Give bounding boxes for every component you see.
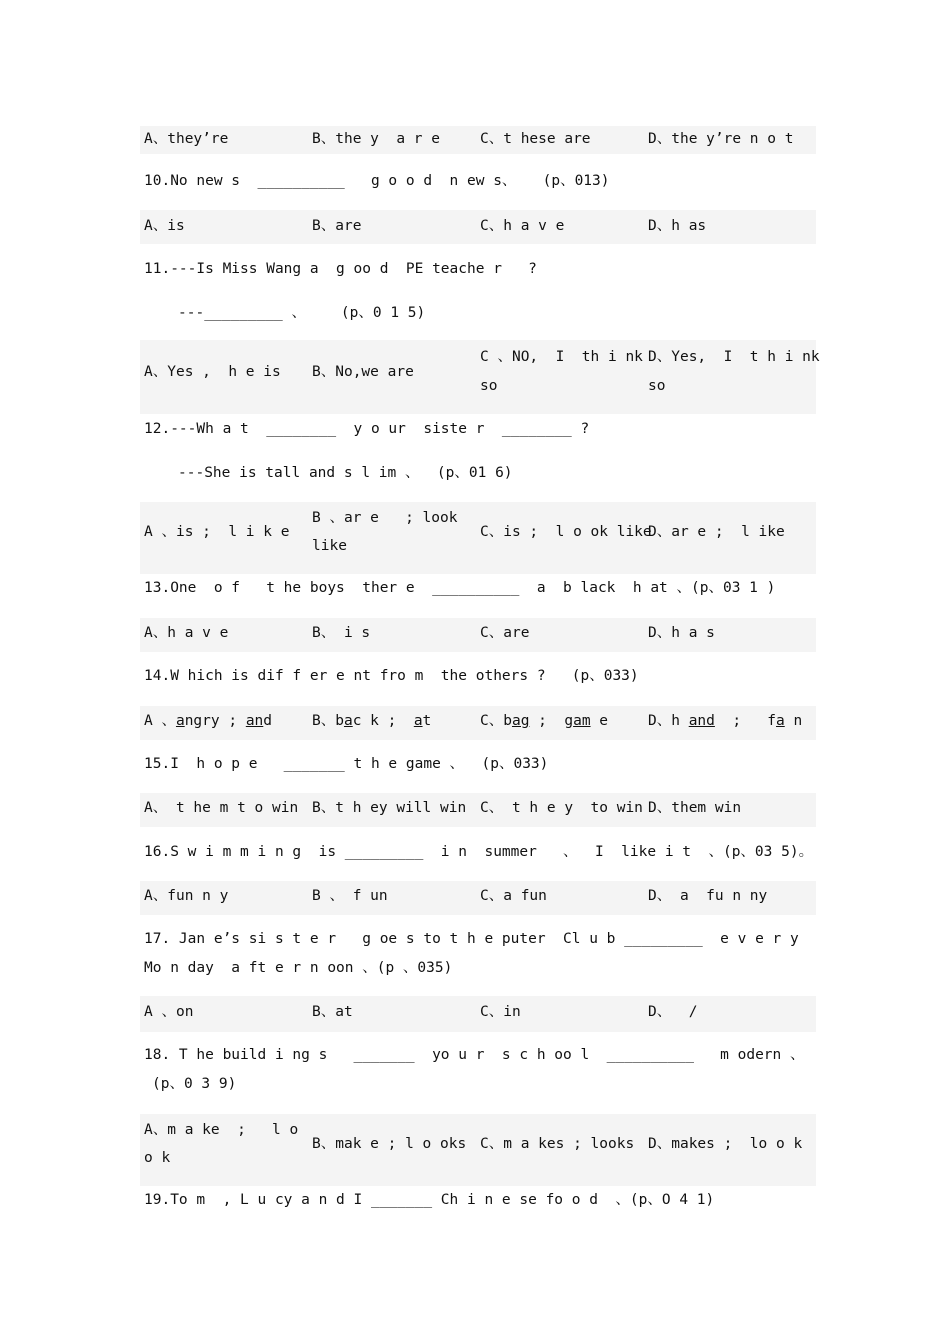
q18-options [140, 1114, 816, 1186]
q13-option-a[interactable]: A、h a v e [144, 625, 229, 641]
q18-option-b[interactable]: B、mak e ; l o oks [312, 1136, 467, 1152]
q18-option-c[interactable]: C、m a kes ; looks [480, 1136, 635, 1152]
q14-option-c[interactable]: C、bag ; gam e [480, 713, 609, 729]
q14-option-b[interactable]: B、bac k ; at [312, 713, 432, 729]
q18-option-d[interactable]: D、makes ; lo o k [648, 1136, 803, 1152]
q9-option-a[interactable]: A、they’re [144, 131, 229, 147]
q16-option-d[interactable]: D、 a fu n ny [648, 888, 768, 904]
q15-option-a[interactable]: A、 t he m t o win [144, 800, 299, 816]
q12-option-c[interactable]: C、is ; l o ok like [480, 524, 652, 540]
q14-options [140, 706, 816, 740]
q9-options [140, 126, 816, 154]
q18-option-a-cont: o k [144, 1150, 171, 1166]
q17-stem-cont: Mo n day a ft e r n oon 、(p 、035) [144, 960, 453, 976]
q14-stem: 14.W hich is dif f er e nt fro m the others ? (p、033) [144, 668, 639, 684]
q12-options [140, 502, 816, 574]
q14-option-d[interactable]: D、h and ; fa n [648, 713, 803, 729]
q17-option-a[interactable]: A 、on [144, 1004, 194, 1020]
q10-option-d[interactable]: D、h as [648, 218, 707, 234]
q16-option-c[interactable]: C、a fun [480, 888, 547, 904]
q11-stem: 11.---Is Miss Wang a g oo d PE teache r ? [144, 261, 537, 277]
q12-option-a[interactable]: A 、is ; l i k e [144, 524, 290, 540]
q11-options [140, 340, 820, 414]
q10-option-c[interactable]: C、h a v e [480, 218, 565, 234]
q10-option-a[interactable]: A、is [144, 218, 185, 234]
q14-option-a[interactable]: A 、angry ; and [144, 713, 273, 729]
q11-option-d[interactable]: D、Yes, I t h i nk [648, 349, 820, 365]
q15-option-b[interactable]: B、t h ey will win [312, 800, 467, 816]
q16-option-b[interactable]: B 、 f un [312, 888, 388, 904]
q11-option-c[interactable]: C 、NO, I th i nk [480, 349, 643, 365]
q9-option-b[interactable]: B、the y a r e [312, 131, 440, 147]
q12-option-d[interactable]: D、ar e ; l ike [648, 524, 785, 540]
q16-option-a[interactable]: A、fun n y [144, 888, 229, 904]
q13-option-d[interactable]: D、h a s [648, 625, 715, 641]
q12-option-b-cont: like [312, 538, 347, 554]
q12-stem-answer-line: ---She is tall and s l im 、 (p、01 6) [178, 465, 513, 481]
q12-stem: 12.---Wh a t ________ y o ur siste r ________ ? [144, 421, 590, 437]
q17-option-d[interactable]: D、 / [648, 1004, 698, 1020]
q18-stem: 18. T he build i ng s _______ yo u r s c h oo l __________ m odern 、 [144, 1047, 805, 1063]
q17-option-b[interactable]: B、at [312, 1004, 353, 1020]
q11-option-b[interactable]: B、No,we are [312, 364, 414, 380]
q12-option-b[interactable]: B 、ar e ; look [312, 510, 458, 526]
q16-options [140, 881, 816, 915]
q13-stem: 13.One o f t he boys ther e __________ a b lack h at 、(p、03 1 ) [144, 580, 776, 596]
q9-option-d[interactable]: D、the y’re n o t [648, 131, 794, 147]
q9-option-c[interactable]: C、t hese are [480, 131, 591, 147]
q10-option-b[interactable]: B、are [312, 218, 362, 234]
q10-stem: 10.No new s __________ g o o d n ew s、 (p、013) [144, 173, 610, 189]
q18-stem-cont: (p、0 3 9) [152, 1076, 237, 1092]
q15-options [140, 793, 816, 827]
q18-option-a[interactable]: A、m a ke ; l o [144, 1122, 299, 1138]
q16-stem: 16.S w i m m i n g is _________ i n summer 、 I like i t 、(p、03 5)。 [144, 844, 814, 860]
q13-option-c[interactable]: C、are [480, 625, 530, 641]
q17-stem: 17. Jan e’s si s t e r g oe s to t h e puter Cl u b _________ e v e r y [144, 931, 799, 947]
q13-options [140, 618, 816, 652]
q15-option-d[interactable]: D、them win [648, 800, 742, 816]
q10-options [140, 210, 816, 244]
q11-option-c-cont: so [480, 378, 498, 394]
q17-option-c[interactable]: C、in [480, 1004, 521, 1020]
q17-options [140, 996, 816, 1032]
q13-option-b[interactable]: B、 i s [312, 625, 371, 641]
q11-stem-answer-line: ---_________ 、 (p、0 1 5) [178, 305, 426, 321]
q15-stem: 15.I h o p e _______ t h e game 、 (p、033) [144, 756, 549, 772]
q11-option-d-cont: so [648, 378, 666, 394]
q11-option-a[interactable]: A、Yes , h e is [144, 364, 281, 380]
q19-stem: 19.To m , L u cy a n d I _______ Ch i n e se fo o d 、(p、O 4 1) [144, 1192, 715, 1208]
q15-option-c[interactable]: C、 t h e y to win [480, 800, 643, 816]
